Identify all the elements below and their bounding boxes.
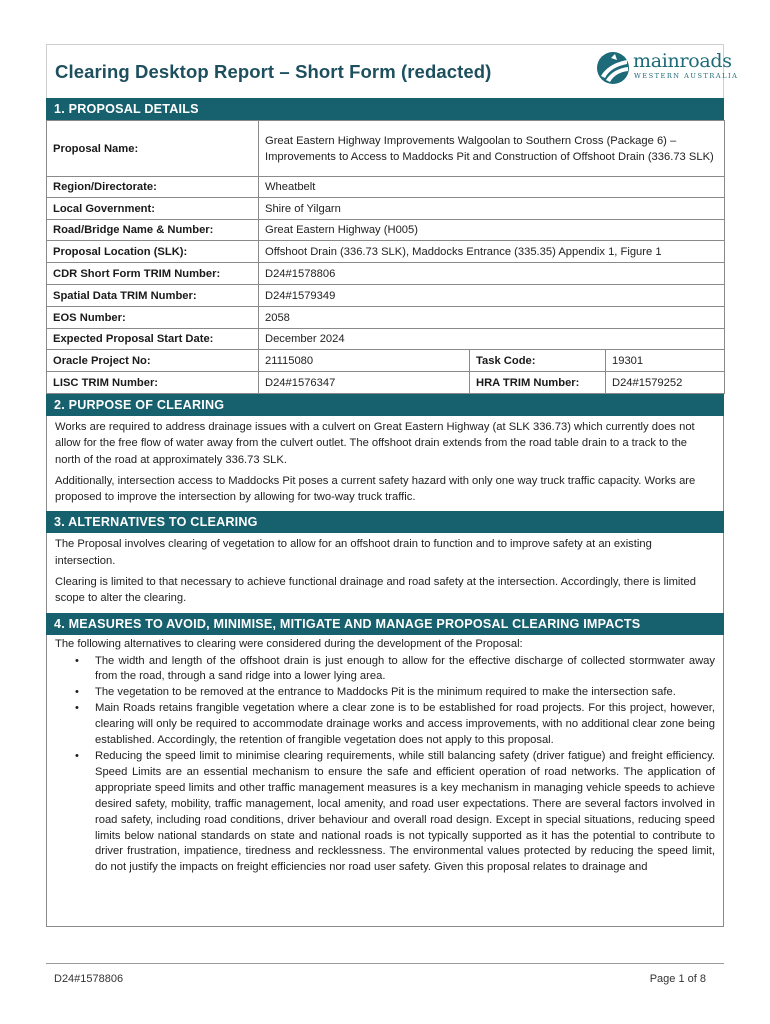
task-code-label: Task Code: [470, 350, 606, 372]
table-row [47, 329, 725, 350]
proposal-name-label: Proposal Name: [47, 121, 259, 177]
list-item: • Reducing the speed limit to minimise clearing requirements, while still balancing safety (driver fatigue) and freight efficiency. Speed Limits are an essential mechanism to ensure the safe and efficient operation of road networks. The application of appropriate speed limits and other traffic management measures is a key mechanism in managing vehicle speeds to achieve desired safety, mobility, traffic management, local amenity, and road user expectations. There are several factors involved in road safety, including road conditions, driver behaviour and overall road design. Except in special situations, reducing speed limits below national standards on state and national roads is not typically supported as it has the potential to contribute to driver frustration, impatience, tiredness and recklessness. The environmental values protected by reducing the speed limit, do not justify the impacts on freight efficiencies nor road user safety. Given this proposal relates to drainage and [55, 749, 715, 876]
proposal-location-value: Offshoot Drain (336.73 SLK), Maddocks Entrance (335.35) Appendix 1, Figure 1 [259, 241, 725, 263]
page-title: Clearing Desktop Report – Short Form (redacted) [55, 61, 492, 82]
list-item: • Main Roads retains frangible vegetation where a clear zone is to be established for road projects. For this project, however, clearing will only be required to accommodate drainage works and access improvements, with no additional clear zone being established. Accordingly, the retention of frangible vegetation does not apply to this proposal. [55, 701, 715, 749]
logo-subtitle: WESTERN AUSTRALIA [634, 72, 739, 80]
measures-intro: The following alternatives to clearing were considered during the development of the Proposal: [55, 637, 523, 650]
table-row [47, 307, 725, 329]
lisc-trim-label: LISC TRIM Number: [47, 372, 259, 394]
mainroads-emblem-icon [597, 52, 629, 84]
oracle-project-value: 21115080 [259, 350, 470, 372]
section-heading-proposal-details: 1. PROPOSAL DETAILS [46, 98, 724, 120]
eos-number-value: 2058 [259, 307, 725, 329]
table-row [47, 220, 725, 241]
list-item: • The width and length of the offshoot drain is just enough to allow for the effective discharge of collected stormwater away from the road, through a sand ridge into a lower lying area. [55, 654, 715, 686]
measures-list [55, 654, 715, 877]
footer-page-number: Page 1 of 8 [649, 973, 706, 985]
table-row [47, 372, 725, 394]
proposal-location-label: Proposal Location (SLK): [47, 241, 259, 263]
section-heading-measures: 4. MEASURES TO AVOID, MINIMISE, MITIGATE AND MANAGE PROPOSAL CLEARING IMPACTS [46, 613, 724, 635]
table-row [47, 177, 725, 198]
region-value: Wheatbelt [259, 177, 725, 198]
road-label: Road/Bridge Name & Number: [47, 220, 259, 241]
table-row [47, 350, 725, 372]
spatial-trim-label: Spatial Data TRIM Number: [47, 285, 259, 307]
table-row [47, 263, 725, 285]
oracle-project-label: Oracle Project No: [47, 350, 259, 372]
region-label: Region/Directorate: [47, 177, 259, 198]
alternatives-paragraph: Clearing is limited to that necessary to achieve functional drainage and road safety at the intersection. Accordingly, there is limited scope to alter the clearing. [55, 576, 696, 605]
mainroads-logo [595, 48, 739, 88]
cdr-trim-value: D24#1578806 [259, 263, 725, 285]
hra-trim-label: HRA TRIM Number: [470, 372, 606, 394]
road-value: Great Eastern Highway (H005) [259, 220, 725, 241]
alternatives-paragraph: The Proposal involves clearing of vegetation to allow for an offshoot drain to function and to improve safety at an existing intersection. [55, 538, 652, 567]
cdr-trim-label: CDR Short Form TRIM Number: [47, 263, 259, 285]
table-row [47, 285, 725, 307]
table-row [47, 121, 725, 177]
start-date-label: Expected Proposal Start Date: [47, 329, 259, 350]
report-page [46, 44, 739, 927]
section-heading-alternatives: 3. ALTERNATIVES TO CLEARING [46, 511, 724, 533]
proposal-details-table [46, 120, 725, 394]
footer-divider [46, 963, 724, 964]
logo-wordmark: mainroads [633, 50, 732, 72]
alternatives-body [46, 533, 724, 612]
footer-document-ref: D24#1578806 [54, 973, 124, 985]
purpose-paragraph: Additionally, intersection access to Maddocks Pit poses a current safety hazard with only one way truck traffic capacity. Works are proposed to improve the intersection by allowing for two-way truck traffic. [55, 474, 696, 504]
eos-number-label: EOS Number: [47, 307, 259, 329]
local-government-value: Shire of Yilgarn [259, 198, 725, 220]
report-header [46, 44, 739, 98]
task-code-value: 19301 [606, 350, 725, 372]
table-row [47, 198, 725, 220]
spatial-trim-value: D24#1579349 [259, 285, 725, 307]
local-government-label: Local Government: [47, 198, 259, 220]
hra-trim-value: D24#1579252 [606, 372, 725, 394]
measures-body [46, 635, 724, 927]
section-heading-purpose: 2. PURPOSE OF CLEARING [46, 394, 724, 416]
proposal-name-value: Great Eastern Highway Improvements Walgoolan to Southern Cross (Package 6) – Improvements to Access to Maddocks Pit and Construction of Offshoot Drain (336.73 SLK) [259, 121, 725, 177]
start-date-value: December 2024 [259, 329, 725, 350]
table-row [47, 241, 725, 263]
list-item: • The vegetation to be removed at the entrance to Maddocks Pit is the minimum required to make the intersection safe. [55, 685, 715, 701]
purpose-body [46, 416, 724, 511]
lisc-trim-value: D24#1576347 [259, 372, 470, 394]
purpose-paragraph: Works are required to address drainage issues with a culvert on Great Eastern Highway (at SLK 336.73) which currently does not allow for the free flow of water away from the culvert outlet. The offshoot drain extends from the road table drain to a track to the north of the road at approximately 336.73 SLK. [55, 421, 695, 466]
